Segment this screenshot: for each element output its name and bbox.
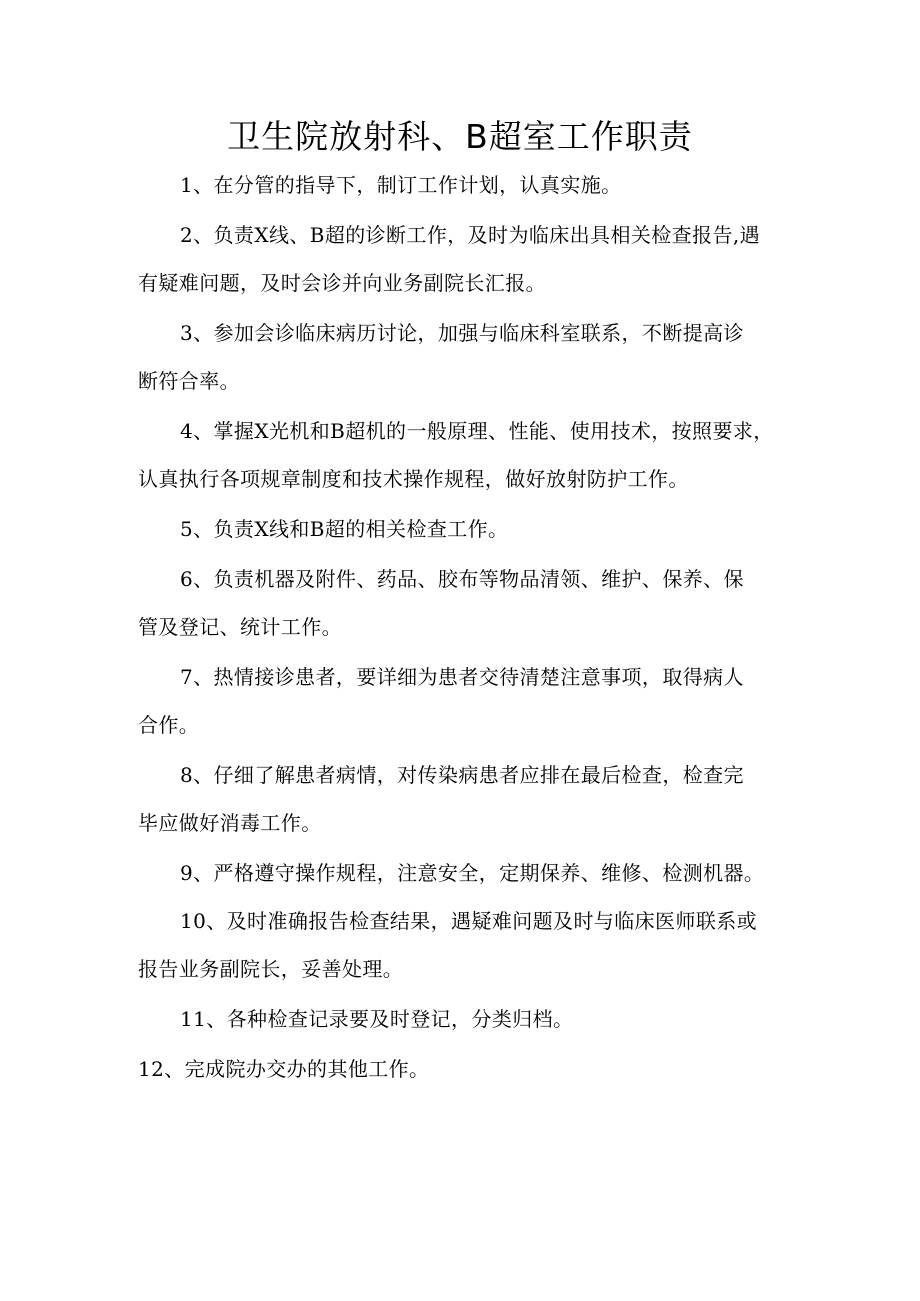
duty-item-2-line-1: 2、负责X线、B超的诊断工作，及时为临床出具相关检查报告,遇: [180, 223, 761, 247]
document-title: 卫生院放射科、B超室工作职责: [227, 117, 693, 156]
duty-item-12: [138, 1045, 798, 1093]
duty-item-2-line-2: 有疑难问题，及时会诊并向业务副院长汇报。: [138, 271, 546, 295]
duty-item-6-line-2: 管及登记、统计工作。: [138, 615, 342, 639]
duty-item-9-line-1: 9、严格遵守操作规程，注意安全，定期保养、维修、检测机器。: [180, 861, 765, 885]
duty-item-10-line-2: 报告业务副院长，妥善处理。: [138, 957, 404, 981]
duty-item-7: [138, 653, 798, 749]
duty-item-8-line-1: 8、仔细了解患者病情，对传染病患者应排在最后检查，检查完: [180, 763, 744, 787]
duty-item-4-line-1: 4、掌握X光机和B超机的一般原理、性能、使用技术，按照要求，: [180, 419, 774, 443]
duty-list: [138, 161, 798, 1093]
duty-item-7-line-1: 7、热情接诊患者，要详细为患者交待清楚注意事项，取得病人: [180, 665, 744, 689]
duty-item-7-line-2: 合作。: [138, 713, 200, 737]
duty-item-8-line-2: 毕应做好消毒工作。: [138, 811, 322, 835]
duty-item-10-line-1: 10、及时准确报告检查结果，遇疑难问题及时与临床医师联系或: [180, 909, 758, 933]
duty-item-3-line-1: 3、参加会诊临床病历讨论，加强与临床科室联系，不断提高诊: [180, 321, 744, 345]
duty-item-3-line-2: 断符合率。: [138, 369, 240, 393]
duty-item-4-line-2: 认真执行各项规章制度和技术操作规程，做好放射防护工作。: [138, 467, 689, 491]
duty-item-4: [138, 407, 798, 503]
duty-item-1-line-1: 1、在分管的指导下，制订工作计划，认真实施。: [180, 173, 622, 197]
duty-item-6: [138, 555, 798, 651]
duty-item-9: [138, 849, 798, 897]
duty-item-12-line-1: 12、完成院办交办的其他工作。: [138, 1057, 430, 1081]
duty-item-10: [138, 897, 798, 993]
duty-item-8: [138, 751, 798, 847]
duty-item-11: [138, 995, 798, 1043]
duty-item-11-line-1: 11、各种检查记录要及时登记，分类归档。: [180, 1007, 574, 1031]
duty-item-2: [138, 211, 798, 307]
duty-item-5-line-1: 5、负责X线和B超的相关检查工作。: [180, 517, 509, 541]
duty-item-1: [138, 161, 798, 209]
duty-item-3: [138, 309, 798, 405]
duty-item-5: [138, 505, 798, 553]
duty-item-6-line-1: 6、负责机器及附件、药品、胶布等物品清领、维护、保养、保: [180, 567, 744, 591]
